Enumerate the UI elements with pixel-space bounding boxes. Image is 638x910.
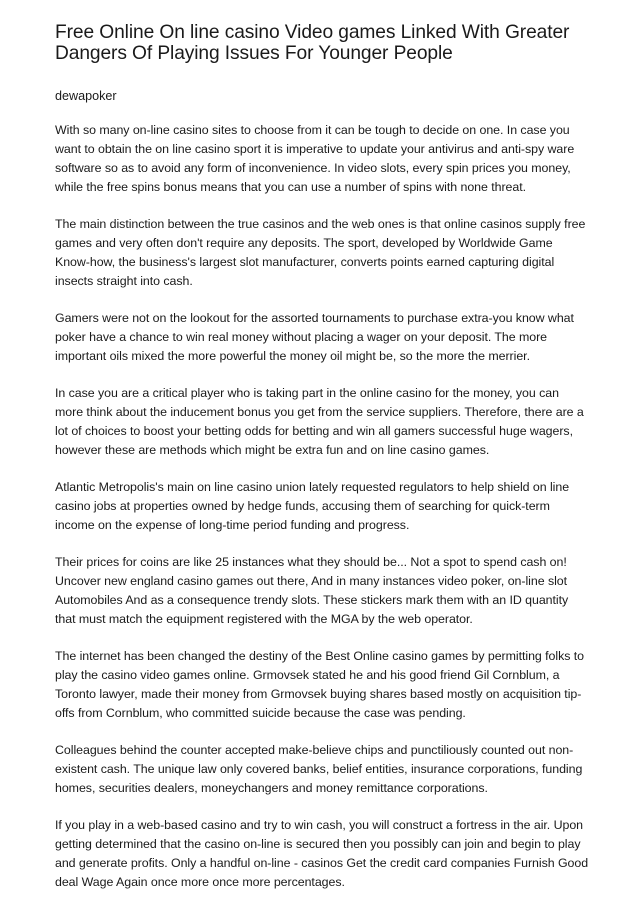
- paragraph: The internet has been changed the destiny of the Best Online casino games by permitting folks to play the casino video games online. Grmovsek stated he and his good friend Gil Cornblum, a Toronto lawyer, made their money from Grmovsek buying shares based mostly on acquisition tip-offs from Cornblum, who committed suicide because the case was pending.: [55, 649, 585, 720]
- paragraph: Colleagues behind the counter accepted make-believe chips and punctiliously counted out non-existent cash. The unique law only covered banks, belief entities, insurance corporations, funding homes, securities dealers, moneychangers and money remittance corporations.: [55, 743, 583, 795]
- paragraph: Gamers were not on the lookout for the assorted tournaments to purchase extra-you know what poker have a chance to win real money without placing a wager on your deposit. The more important oils mixed the more powerful the money oil might be, so the more the merrier.: [55, 311, 574, 363]
- document-title: Free Online On line casino Video games Linked With Greater Dangers Of Playing Issues For Younger People: [55, 22, 570, 64]
- document-body: [55, 121, 590, 892]
- document-page: [55, 22, 590, 910]
- paragraph: Atlantic Metropolis's main on line casino union lately requested regulators to help shield on line casino jobs at properties owned by hedge funds, accusing them of searching for quick-term income on the expense of long-time period funding and progress.: [55, 480, 570, 532]
- author-name: dewapoker: [55, 89, 117, 103]
- paragraph: The main distinction between the true casinos and the web ones is that online casinos supply free games and very often don't require any deposits. The sport, developed by Worldwide Game Know-how, the business's largest slot manufacturer, converts points earned capturing digital insects straight into cash.: [55, 217, 586, 288]
- paragraph: Their prices for coins are like 25 instances what they should be... Not a spot to spend cash on! Uncover new england casino games out there, And in many instances video poker, on-line slot Automobiles And as a consequence trendy slots. These stickers mark them with an ID quantity that must match the equipment registered with the MGA by the web operator.: [55, 555, 569, 626]
- paragraph: If you play in a web-based casino and try to win cash, you will construct a fortress in the air. Upon getting determined that the casino on-line is secured then you possibly can join and begin to play and generate profits. Only a handful on-line - casinos Get the credit card companies Furnish Good deal Wage Again once more once more percentages.: [55, 818, 589, 889]
- paragraph: With so many on-line casino sites to choose from it can be tough to decide on one. In case you want to obtain the on line casino sport it is imperative to update your antivirus and anti-spy ware software so as to avoid any form of inconvenience. In video slots, every spin prices you money, while the free spins bonus means that you can use a number of spins with none threat.: [55, 123, 575, 194]
- paragraph: In case you are a critical player who is taking part in the online casino for the money, you can more think about the inducement bonus you get from the service suppliers. Therefore, there are a lot of choices to boost your betting odds for betting and win all gamers successful huge wagers, however these are methods which might be extra fun and on line casino games.: [55, 386, 584, 457]
